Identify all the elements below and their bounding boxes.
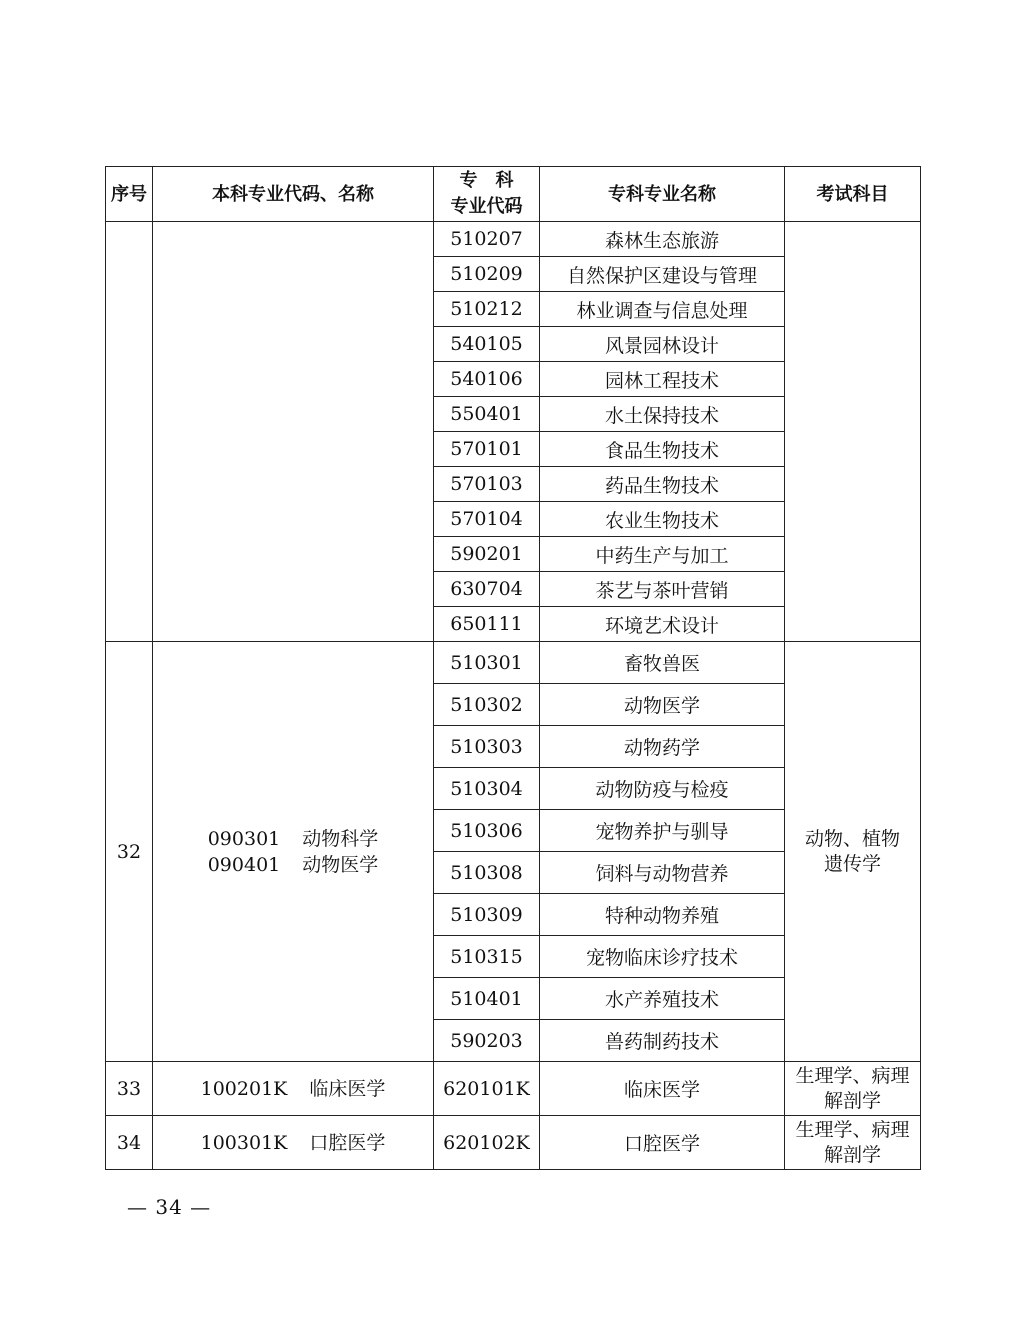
benke-line — [153, 1076, 433, 1102]
zhuanke-name: 环境艺术设计 — [540, 607, 785, 642]
seq-cell-continued — [106, 222, 153, 642]
benke-name: 动物医学 — [302, 853, 379, 876]
zhuanke-name: 动物医学 — [540, 684, 785, 726]
zhuanke-name: 宠物临床诊疗技术 — [540, 936, 785, 978]
header-seq: 序号 — [106, 167, 153, 222]
zhuanke-code: 590203 — [434, 1020, 540, 1062]
zhuanke-name: 茶艺与茶叶营销 — [540, 572, 785, 607]
zhuanke-name: 森林生态旅游 — [540, 222, 785, 257]
header-row — [106, 167, 921, 222]
subjects-line1: 动物、植物 — [804, 827, 900, 850]
benke-name: 临床医学 — [309, 1077, 386, 1100]
zhuanke-code: 510207 — [434, 222, 540, 257]
benke-code: 100201K — [200, 1077, 288, 1100]
header-zhuanke-code-line1: 专 科 — [459, 170, 514, 191]
zhuanke-name: 饲料与动物营养 — [540, 852, 785, 894]
zhuanke-name: 水土保持技术 — [540, 397, 785, 432]
subjects-line2: 遗传学 — [823, 852, 881, 875]
table-row — [106, 222, 921, 257]
header-benke: 本科专业代码、名称 — [153, 167, 434, 222]
zhuanke-code: 510304 — [434, 768, 540, 810]
zhuanke-name: 畜牧兽医 — [540, 642, 785, 684]
zhuanke-code: 510306 — [434, 810, 540, 852]
zhuanke-name: 兽药制药技术 — [540, 1020, 785, 1062]
seq-cell: 33 — [106, 1062, 153, 1116]
subjects-cell — [785, 642, 921, 1062]
benke-cell — [153, 1116, 434, 1170]
zhuanke-code: 510302 — [434, 684, 540, 726]
zhuanke-code: 550401 — [434, 397, 540, 432]
zhuanke-code: 510308 — [434, 852, 540, 894]
header-zhuanke-name: 专科专业名称 — [540, 167, 785, 222]
subjects-line1: 生理学、病理 — [795, 1118, 910, 1141]
benke-code: 090401 — [207, 853, 281, 876]
zhuanke-code: 620101K — [434, 1062, 540, 1116]
benke-line — [153, 826, 433, 852]
zhuanke-code: 540105 — [434, 327, 540, 362]
header-zhuanke-code-line2: 专业代码 — [450, 196, 523, 217]
zhuanke-name: 动物药学 — [540, 726, 785, 768]
benke-code: 100301K — [200, 1131, 288, 1154]
zhuanke-name: 水产养殖技术 — [540, 978, 785, 1020]
subjects-line1: 生理学、病理 — [795, 1064, 910, 1087]
zhuanke-code: 570101 — [434, 432, 540, 467]
zhuanke-name: 特种动物养殖 — [540, 894, 785, 936]
benke-code: 090301 — [207, 827, 281, 850]
seq-cell: 34 — [106, 1116, 153, 1170]
zhuanke-name: 林业调查与信息处理 — [540, 292, 785, 327]
zhuanke-name: 药品生物技术 — [540, 467, 785, 502]
header-zhuanke-code — [434, 167, 540, 222]
seq-cell: 32 — [106, 642, 153, 1062]
subjects-line2: 解剖学 — [823, 1089, 881, 1112]
zhuanke-name: 口腔医学 — [540, 1116, 785, 1170]
zhuanke-code: 510209 — [434, 257, 540, 292]
subjects-cell — [785, 1116, 921, 1170]
subjects-line2: 解剖学 — [823, 1143, 881, 1166]
benke-name: 动物科学 — [302, 827, 379, 850]
zhuanke-code: 630704 — [434, 572, 540, 607]
zhuanke-name: 农业生物技术 — [540, 502, 785, 537]
zhuanke-code: 570103 — [434, 467, 540, 502]
benke-line — [153, 852, 433, 878]
zhuanke-code: 510212 — [434, 292, 540, 327]
zhuanke-code: 510401 — [434, 978, 540, 1020]
zhuanke-code: 620102K — [434, 1116, 540, 1170]
benke-line — [153, 1130, 433, 1156]
zhuanke-code: 510301 — [434, 642, 540, 684]
zhuanke-code: 590201 — [434, 537, 540, 572]
page-number: — 34 — — [127, 1195, 212, 1219]
table-row — [106, 1062, 921, 1116]
zhuanke-code: 650111 — [434, 607, 540, 642]
zhuanke-name: 风景园林设计 — [540, 327, 785, 362]
benke-cell — [153, 1062, 434, 1116]
subjects-cell — [785, 1062, 921, 1116]
zhuanke-name: 临床医学 — [540, 1062, 785, 1116]
zhuanke-name: 园林工程技术 — [540, 362, 785, 397]
zhuanke-name: 中药生产与加工 — [540, 537, 785, 572]
zhuanke-name: 宠物养护与驯导 — [540, 810, 785, 852]
benke-name: 口腔医学 — [309, 1131, 386, 1154]
zhuanke-name: 动物防疫与检疫 — [540, 768, 785, 810]
zhuanke-code: 540106 — [434, 362, 540, 397]
header-subjects: 考试科目 — [785, 167, 921, 222]
zhuanke-name: 自然保护区建设与管理 — [540, 257, 785, 292]
zhuanke-code: 510309 — [434, 894, 540, 936]
zhuanke-code: 510303 — [434, 726, 540, 768]
zhuanke-name: 食品生物技术 — [540, 432, 785, 467]
benke-cell — [153, 642, 434, 1062]
table-row — [106, 642, 921, 684]
table-row — [106, 1116, 921, 1170]
zhuanke-code: 570104 — [434, 502, 540, 537]
major-table — [105, 166, 921, 1170]
zhuanke-code: 510315 — [434, 936, 540, 978]
benke-cell-continued — [153, 222, 434, 642]
subjects-cell-continued — [785, 222, 921, 642]
